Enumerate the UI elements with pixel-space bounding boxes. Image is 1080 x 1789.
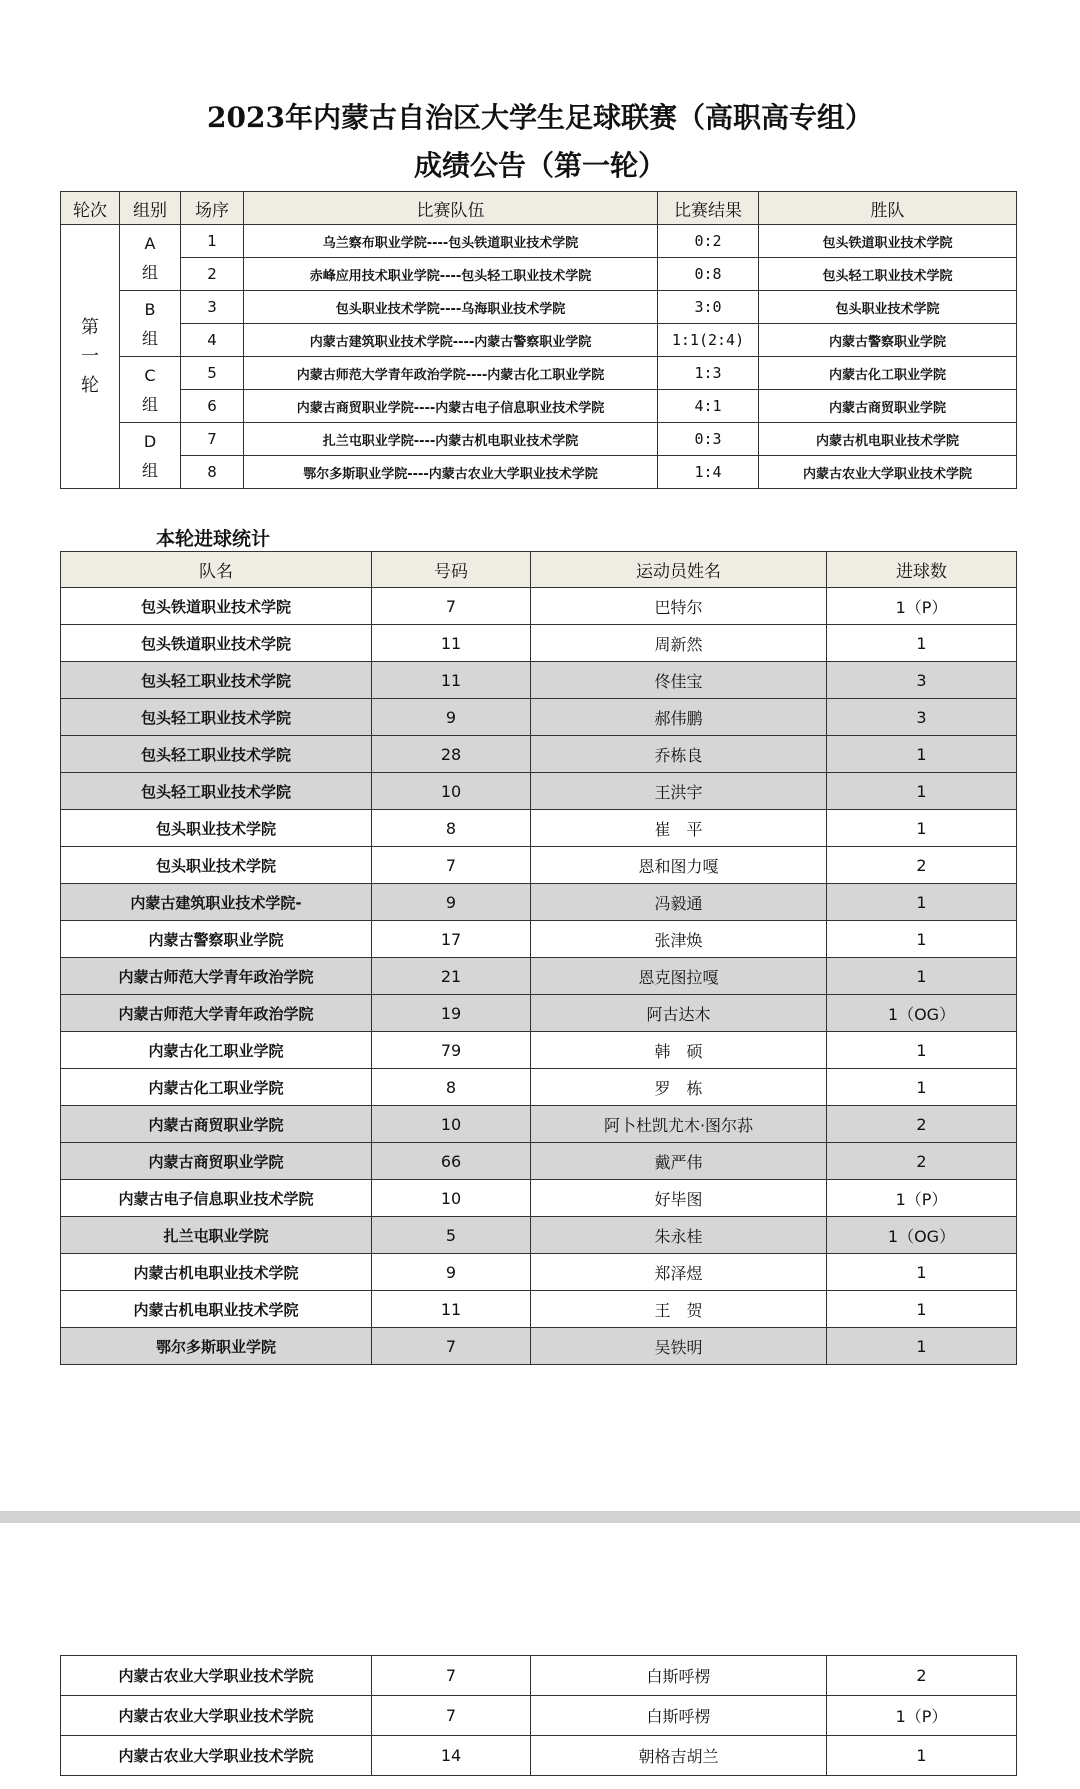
goals-cell: 1 xyxy=(827,1032,1017,1069)
player-cell: 韩 硕 xyxy=(531,1032,827,1069)
winner-cell: 内蒙古机电职业技术学院 xyxy=(759,423,1017,456)
header-number: 号码 xyxy=(372,552,531,588)
teams-cell: 赤峰应用技术职业学院----包头轻工职业技术学院 xyxy=(244,258,658,291)
team-cell: 内蒙古商贸职业学院 xyxy=(61,1106,372,1143)
teams-cell: 乌兰察布职业学院----包头铁道职业技术学院 xyxy=(244,225,658,258)
winner-cell: 内蒙古化工职业学院 xyxy=(759,357,1017,390)
team-cell: 内蒙古电子信息职业技术学院 xyxy=(61,1180,372,1217)
number-cell: 10 xyxy=(372,1106,531,1143)
result-cell: 1:4 xyxy=(658,456,759,489)
number-cell: 8 xyxy=(372,810,531,847)
goals-cell: 1 xyxy=(827,625,1017,662)
header-team: 队名 xyxy=(61,552,372,588)
goals-cell: 1 xyxy=(827,1254,1017,1291)
match-row xyxy=(61,456,1017,489)
scorer-row xyxy=(61,1736,1017,1776)
goals-cell: 1 xyxy=(827,810,1017,847)
scorer-row xyxy=(61,1696,1017,1736)
goals-cell: 1 xyxy=(827,1069,1017,1106)
match-no-cell: 5 xyxy=(181,357,244,390)
winner-cell: 内蒙古商贸职业学院 xyxy=(759,390,1017,423)
goals-cell: 2 xyxy=(827,1656,1017,1696)
scorer-row xyxy=(61,958,1017,995)
team-cell: 内蒙古农业大学职业技术学院 xyxy=(61,1696,372,1736)
goals-cell: 1 xyxy=(827,773,1017,810)
schedule-header-row xyxy=(61,192,1017,225)
goals-cell: 1（P） xyxy=(827,588,1017,625)
player-cell: 乔栋良 xyxy=(531,736,827,773)
player-cell: 佟佳宝 xyxy=(531,662,827,699)
teams-cell: 内蒙古建筑职业技术学院----内蒙古警察职业学院 xyxy=(244,324,658,357)
goals-cell: 1 xyxy=(827,1328,1017,1365)
number-cell: 7 xyxy=(372,1696,531,1736)
result-cell: 1:3 xyxy=(658,357,759,390)
goals-cell: 1（P） xyxy=(827,1180,1017,1217)
goals-cell: 2 xyxy=(827,1143,1017,1180)
goals-cell: 3 xyxy=(827,699,1017,736)
team-cell: 内蒙古机电职业技术学院 xyxy=(61,1291,372,1328)
player-cell: 阿古达木 xyxy=(531,995,827,1032)
header-player: 运动员姓名 xyxy=(531,552,827,588)
scorer-row xyxy=(61,810,1017,847)
schedule-table xyxy=(60,191,1017,489)
team-cell: 包头职业技术学院 xyxy=(61,810,372,847)
goals-cell: 1 xyxy=(827,958,1017,995)
header-result: 比赛结果 xyxy=(658,192,759,225)
match-row xyxy=(61,390,1017,423)
player-cell: 朝格吉胡兰 xyxy=(531,1736,827,1776)
scorer-row xyxy=(61,995,1017,1032)
result-cell: 4:1 xyxy=(658,390,759,423)
result-cell: 0:3 xyxy=(658,423,759,456)
match-row xyxy=(61,324,1017,357)
player-cell: 张津焕 xyxy=(531,921,827,958)
scorer-row xyxy=(61,847,1017,884)
team-cell: 内蒙古警察职业学院 xyxy=(61,921,372,958)
scorer-row xyxy=(61,625,1017,662)
team-cell: 内蒙古师范大学青年政治学院 xyxy=(61,995,372,1032)
number-cell: 11 xyxy=(372,1291,531,1328)
goals-cell: 1 xyxy=(827,1736,1017,1776)
number-cell: 7 xyxy=(372,847,531,884)
team-cell: 包头铁道职业技术学院 xyxy=(61,625,372,662)
team-cell: 鄂尔多斯职业学院 xyxy=(61,1328,372,1365)
scorer-row xyxy=(61,736,1017,773)
goals-cell: 3 xyxy=(827,662,1017,699)
header-round: 轮次 xyxy=(61,192,120,225)
number-cell: 79 xyxy=(372,1032,531,1069)
player-cell: 巴特尔 xyxy=(531,588,827,625)
header-teams: 比赛队伍 xyxy=(244,192,658,225)
scorer-row xyxy=(61,773,1017,810)
scorer-row xyxy=(61,1254,1017,1291)
team-cell: 包头轻工职业技术学院 xyxy=(61,699,372,736)
winner-cell: 内蒙古农业大学职业技术学院 xyxy=(759,456,1017,489)
team-cell: 内蒙古农业大学职业技术学院 xyxy=(61,1656,372,1696)
winner-cell: 包头铁道职业技术学院 xyxy=(759,225,1017,258)
number-cell: 8 xyxy=(372,1069,531,1106)
goals-cell: 1 xyxy=(827,884,1017,921)
player-cell: 罗 栋 xyxy=(531,1069,827,1106)
scorer-row xyxy=(61,1217,1017,1254)
team-cell: 内蒙古建筑职业技术学院- xyxy=(61,884,372,921)
group-cell: A 组 xyxy=(120,225,181,291)
result-cell: 0:2 xyxy=(658,225,759,258)
header-match-no: 场序 xyxy=(181,192,244,225)
team-cell: 包头轻工职业技术学院 xyxy=(61,736,372,773)
teams-cell: 内蒙古师范大学青年政治学院----内蒙古化工职业学院 xyxy=(244,357,658,390)
player-cell: 崔 平 xyxy=(531,810,827,847)
player-cell: 王洪宇 xyxy=(531,773,827,810)
header-goals: 进球数 xyxy=(827,552,1017,588)
teams-cell: 鄂尔多斯职业学院----内蒙古农业大学职业技术学院 xyxy=(244,456,658,489)
scorer-row xyxy=(61,1328,1017,1365)
teams-cell: 内蒙古商贸职业学院----内蒙古电子信息职业技术学院 xyxy=(244,390,658,423)
player-cell: 郝伟鹏 xyxy=(531,699,827,736)
scorer-row xyxy=(61,1032,1017,1069)
number-cell: 14 xyxy=(372,1736,531,1776)
team-cell: 内蒙古商贸职业学院 xyxy=(61,1143,372,1180)
number-cell: 66 xyxy=(372,1143,531,1180)
teams-cell: 包头职业技术学院----乌海职业技术学院 xyxy=(244,291,658,324)
header-group: 组别 xyxy=(120,192,181,225)
number-cell: 11 xyxy=(372,662,531,699)
goals-cell: 1（OG） xyxy=(827,1217,1017,1254)
number-cell: 21 xyxy=(372,958,531,995)
player-cell: 王 贺 xyxy=(531,1291,827,1328)
scorer-row xyxy=(61,1106,1017,1143)
team-cell: 包头轻工职业技术学院 xyxy=(61,773,372,810)
header-winner: 胜队 xyxy=(759,192,1017,225)
player-cell: 郑泽煜 xyxy=(531,1254,827,1291)
group-cell: C 组 xyxy=(120,357,181,423)
scorers-table-continued xyxy=(60,1655,1017,1776)
number-cell: 19 xyxy=(372,995,531,1032)
scorers-table xyxy=(60,551,1017,1365)
number-cell: 28 xyxy=(372,736,531,773)
result-cell: 0:8 xyxy=(658,258,759,291)
player-cell: 冯毅通 xyxy=(531,884,827,921)
match-row xyxy=(61,225,1017,258)
round-cell: 第 一 轮 xyxy=(61,225,120,489)
goals-cell: 2 xyxy=(827,1106,1017,1143)
scorer-row xyxy=(61,1291,1017,1328)
number-cell: 7 xyxy=(372,1656,531,1696)
team-cell: 包头职业技术学院 xyxy=(61,847,372,884)
result-cell: 3:0 xyxy=(658,291,759,324)
match-no-cell: 4 xyxy=(181,324,244,357)
page-title: 2023年内蒙古自治区大学生足球联赛（高职高专组） xyxy=(207,101,873,134)
number-cell: 7 xyxy=(372,1328,531,1365)
goals-cell: 1 xyxy=(827,1291,1017,1328)
player-cell: 朱永桂 xyxy=(531,1217,827,1254)
match-row xyxy=(61,291,1017,324)
team-cell: 内蒙古师范大学青年政治学院 xyxy=(61,958,372,995)
scorer-row xyxy=(61,1143,1017,1180)
match-no-cell: 7 xyxy=(181,423,244,456)
scorer-row xyxy=(61,1656,1017,1696)
goals-cell: 1 xyxy=(827,736,1017,773)
page-subtitle: 成绩公告（第一轮） xyxy=(413,149,666,182)
goals-cell: 2 xyxy=(827,847,1017,884)
match-no-cell: 1 xyxy=(181,225,244,258)
teams-cell: 扎兰屯职业学院----内蒙古机电职业技术学院 xyxy=(244,423,658,456)
number-cell: 5 xyxy=(372,1217,531,1254)
team-cell: 内蒙古机电职业技术学院 xyxy=(61,1254,372,1291)
scorer-row xyxy=(61,1180,1017,1217)
scorer-row xyxy=(61,662,1017,699)
page-divider xyxy=(0,1511,1080,1523)
player-cell: 白斯呼楞 xyxy=(531,1656,827,1696)
match-no-cell: 2 xyxy=(181,258,244,291)
scorer-row xyxy=(61,699,1017,736)
team-cell: 包头轻工职业技术学院 xyxy=(61,662,372,699)
match-row xyxy=(61,258,1017,291)
number-cell: 9 xyxy=(372,1254,531,1291)
team-cell: 扎兰屯职业学院 xyxy=(61,1217,372,1254)
scorers-header-row xyxy=(61,552,1017,588)
player-cell: 阿卜杜凯尤木·图尔荪 xyxy=(531,1106,827,1143)
number-cell: 9 xyxy=(372,699,531,736)
match-no-cell: 6 xyxy=(181,390,244,423)
number-cell: 10 xyxy=(372,1180,531,1217)
goals-cell: 1（P） xyxy=(827,1696,1017,1736)
team-cell: 内蒙古化工职业学院 xyxy=(61,1069,372,1106)
scorer-row xyxy=(61,1069,1017,1106)
goals-cell: 1（OG） xyxy=(827,995,1017,1032)
player-cell: 戴严伟 xyxy=(531,1143,827,1180)
number-cell: 9 xyxy=(372,884,531,921)
scorers-heading: 本轮进球统计 xyxy=(156,528,271,550)
winner-cell: 内蒙古警察职业学院 xyxy=(759,324,1017,357)
player-cell: 白斯呼楞 xyxy=(531,1696,827,1736)
number-cell: 7 xyxy=(372,588,531,625)
scorer-row xyxy=(61,921,1017,958)
group-cell: B 组 xyxy=(120,291,181,357)
match-row xyxy=(61,423,1017,456)
player-cell: 吴铁明 xyxy=(531,1328,827,1365)
number-cell: 17 xyxy=(372,921,531,958)
player-cell: 好毕图 xyxy=(531,1180,827,1217)
match-no-cell: 3 xyxy=(181,291,244,324)
group-cell: D 组 xyxy=(120,423,181,489)
player-cell: 恩克图拉嘎 xyxy=(531,958,827,995)
player-cell: 周新然 xyxy=(531,625,827,662)
scorer-row xyxy=(61,884,1017,921)
scorer-row xyxy=(61,588,1017,625)
team-cell: 内蒙古农业大学职业技术学院 xyxy=(61,1736,372,1776)
number-cell: 11 xyxy=(372,625,531,662)
goals-cell: 1 xyxy=(827,921,1017,958)
player-cell: 恩和图力嘎 xyxy=(531,847,827,884)
winner-cell: 包头职业技术学院 xyxy=(759,291,1017,324)
match-no-cell: 8 xyxy=(181,456,244,489)
match-row xyxy=(61,357,1017,390)
result-cell: 1:1(2:4) xyxy=(658,324,759,357)
number-cell: 10 xyxy=(372,773,531,810)
team-cell: 内蒙古化工职业学院 xyxy=(61,1032,372,1069)
winner-cell: 包头轻工职业技术学院 xyxy=(759,258,1017,291)
team-cell: 包头铁道职业技术学院 xyxy=(61,588,372,625)
